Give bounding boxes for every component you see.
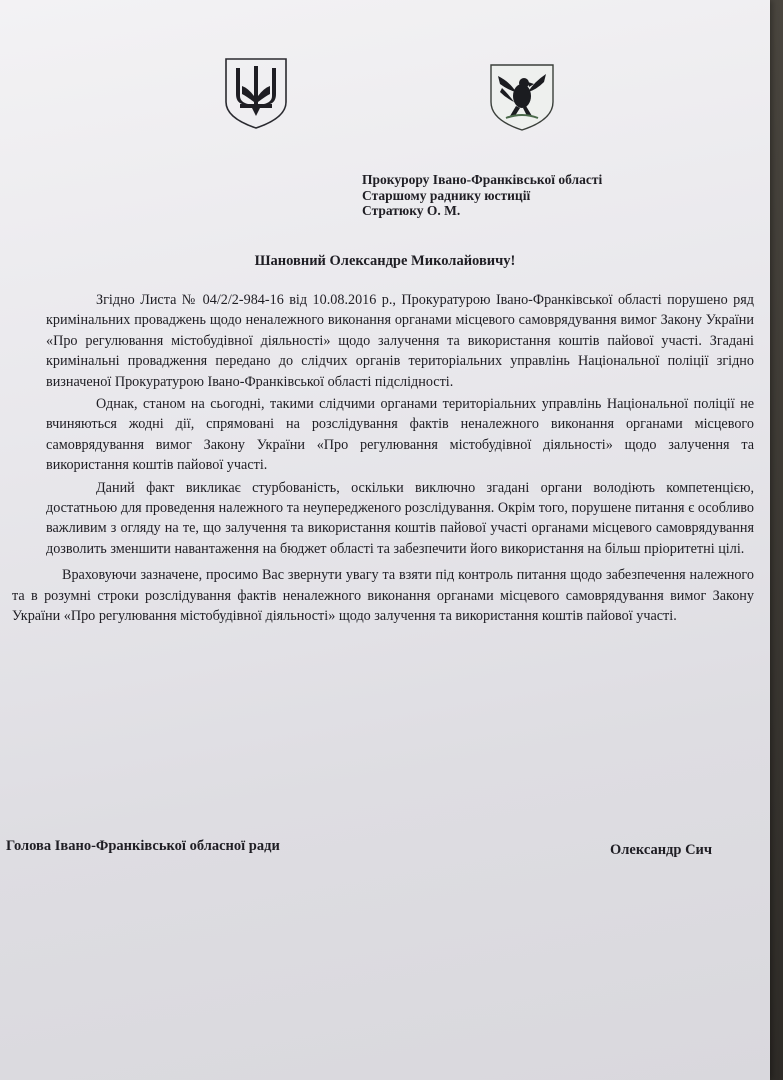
addressee-line: Стратюку О. М. — [362, 203, 461, 218]
body-paragraph: Згідно Листа № 04/2/2-984-16 від 10.08.2016 р., Прокуратурою Івано-Франківської області порушено ряд кримінальних проваджень щодо неналежного виконання органами місцевого самоврядування вимог Закону України «Про регулювання містобудівної діяльності» щодо залучення та використання коштів пайової участі. Згадані кримінальні провадження передано до слідчих органів територіальних управлінь Національної поліції згідно визначеної Прокуратурою Івано-Франківської області підслідності. — [46, 292, 754, 390]
body-paragraph: Враховуючи зазначене, просимо Вас звернути увагу та взяти під контроль питання щодо забезпечення належного та в розумні строки розслідування фактів неналежного виконання органами місцевого самоврядування вимог Закону України «Про регулювання містобудівної діяльності» щодо залучення та використання коштів пайової участі. — [12, 567, 754, 625]
body-paragraph: Даний факт викликає стурбованість, оскільки виключно згадані органи володіють компетенцією, достатньою для проведення належного та неупередженого розслідування. Окрім того, порушене питання є особливо важливим з огляду на те, що залучення та використання коштів пайової участі органами місцевого самоврядування дозволить зменшити навантаження на бюджет області та забезпечити його використання на більш пріоритетні цілі. — [46, 479, 754, 557]
signatory-name: Олександр Сич — [610, 842, 713, 858]
salutation: Шановний Олександре Миколайовичу! — [254, 253, 516, 269]
addressee-line: Старшому раднику юстиції — [362, 187, 531, 203]
eagle-regional-emblem-icon — [486, 62, 558, 132]
body-paragraph: Однак, станом на сьогодні, такими слідчими органами територіальних управлінь Національної поліції не вчиняються жодні дії, спрямовані на розслідування фактів неналежного виконання органами місцевого самоврядування вимог Закону України «Про регулювання містобудівної діяльності» щодо залучення та використання коштів пайової участі. — [46, 396, 754, 474]
addressee-block — [362, 172, 682, 219]
addressee-line: Прокурору Івано-Франківської області — [362, 172, 603, 187]
letter-body — [12, 290, 754, 629]
signatory-title: Голова Івано-Франківської обласної ради — [6, 838, 280, 854]
trident-coat-of-arms-icon — [222, 56, 290, 130]
